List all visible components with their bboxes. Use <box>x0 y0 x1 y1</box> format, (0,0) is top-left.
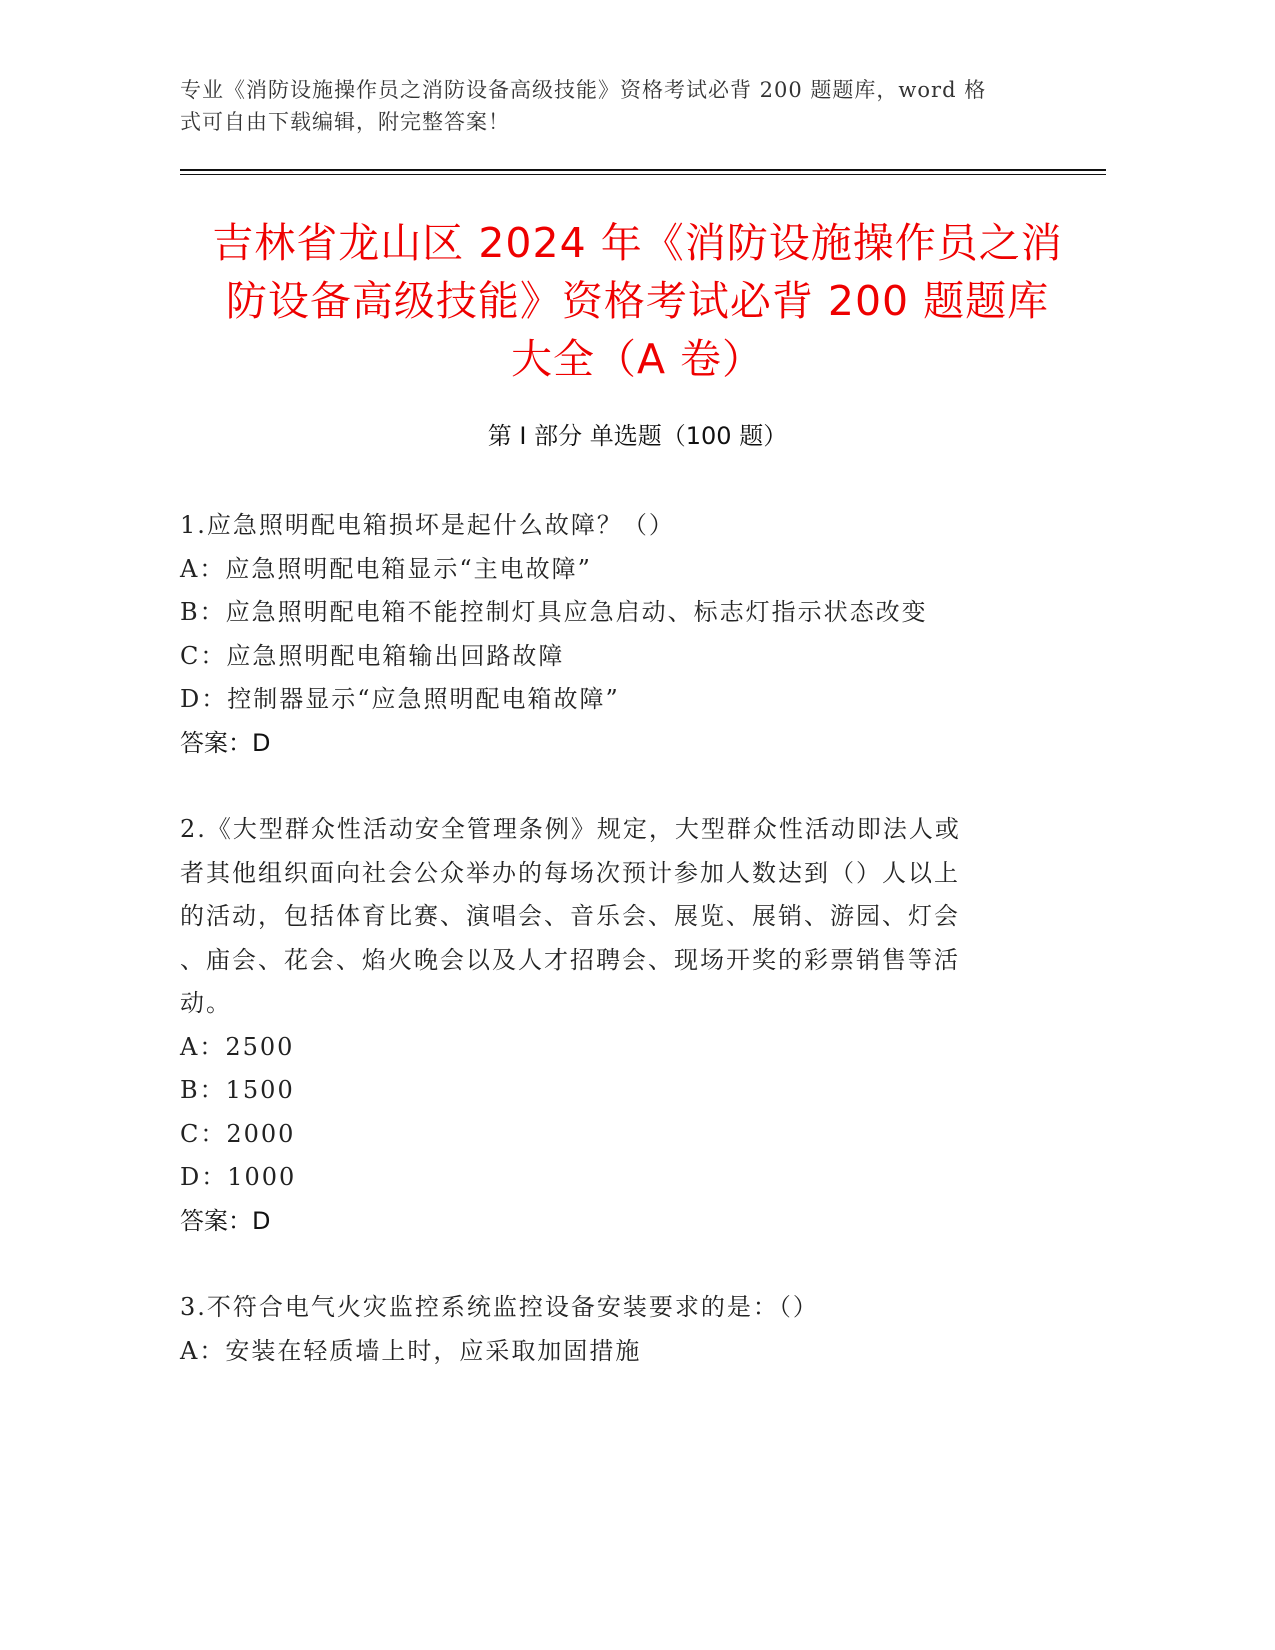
option-a: A：安装在轻质墙上时，应采取加固措施 <box>180 1336 642 1365</box>
header-note-line: 专业《消防设施操作员之消防设备高级技能》资格考试必背 200 题题库，word 格 <box>180 78 987 102</box>
question-item <box>180 1286 1030 1373</box>
answer-line: 答案：D <box>180 1206 271 1235</box>
option-b: B：1500 <box>180 1076 295 1104</box>
option-c: C：应急照明配电箱输出回路故障 <box>180 641 565 670</box>
header-note <box>180 74 1040 138</box>
question-stem-line: 2.《大型群众性活动安全管理条例》规定，大型群众性活动即法人或 <box>180 815 961 843</box>
header-note-line: 式可自由下载编辑，附完整答案！ <box>180 110 510 134</box>
header-divider-thick <box>180 169 1106 171</box>
question-stem: 1.应急照明配电箱损坏是起什么故障？（） <box>180 511 675 539</box>
question-stem-line: 者其他组织面向社会公众举办的每场次预计参加人数达到（）人以上 <box>180 858 960 887</box>
document-title <box>160 214 1115 388</box>
question-stem-line: 的活动，包括体育比赛、演唱会、音乐会、展览、展销、游园、灯会 <box>180 902 960 930</box>
option-d: D：1000 <box>180 1163 297 1191</box>
question-stem-line: 、庙会、花会、焰火晚会以及人才招聘会、现场开奖的彩票销售等活 <box>180 945 960 974</box>
title-line: 防设备高级技能》资格考试必背 200 题题库 <box>225 277 1050 325</box>
question-stem: 3.不符合电气火灾监控系统监控设备安装要求的是：（） <box>180 1293 819 1321</box>
question-item <box>180 504 1030 765</box>
spacer <box>180 765 1030 808</box>
option-b: B：应急照明配电箱不能控制灯具应急启动、标志灯指示状态改变 <box>180 598 928 626</box>
question-item <box>180 808 1030 1243</box>
section-heading: 第 I 部分 单选题（100 题） <box>487 422 788 450</box>
title-line: 大全（A 卷） <box>510 335 765 383</box>
option-c: C：2000 <box>180 1119 296 1148</box>
question-list <box>180 504 1030 1373</box>
spacer <box>180 1243 1030 1286</box>
question-stem-line: 动。 <box>180 989 232 1017</box>
answer-line: 答案：D <box>180 728 271 757</box>
option-a: A：应急照明配电箱显示“主电故障” <box>180 554 592 583</box>
option-a: A：2500 <box>180 1032 295 1061</box>
title-line: 吉林省龙山区 2024 年《消防设施操作员之消 <box>212 219 1063 267</box>
header-divider-thin <box>180 174 1106 175</box>
option-d: D：控制器显示“应急照明配电箱故障” <box>180 685 620 713</box>
